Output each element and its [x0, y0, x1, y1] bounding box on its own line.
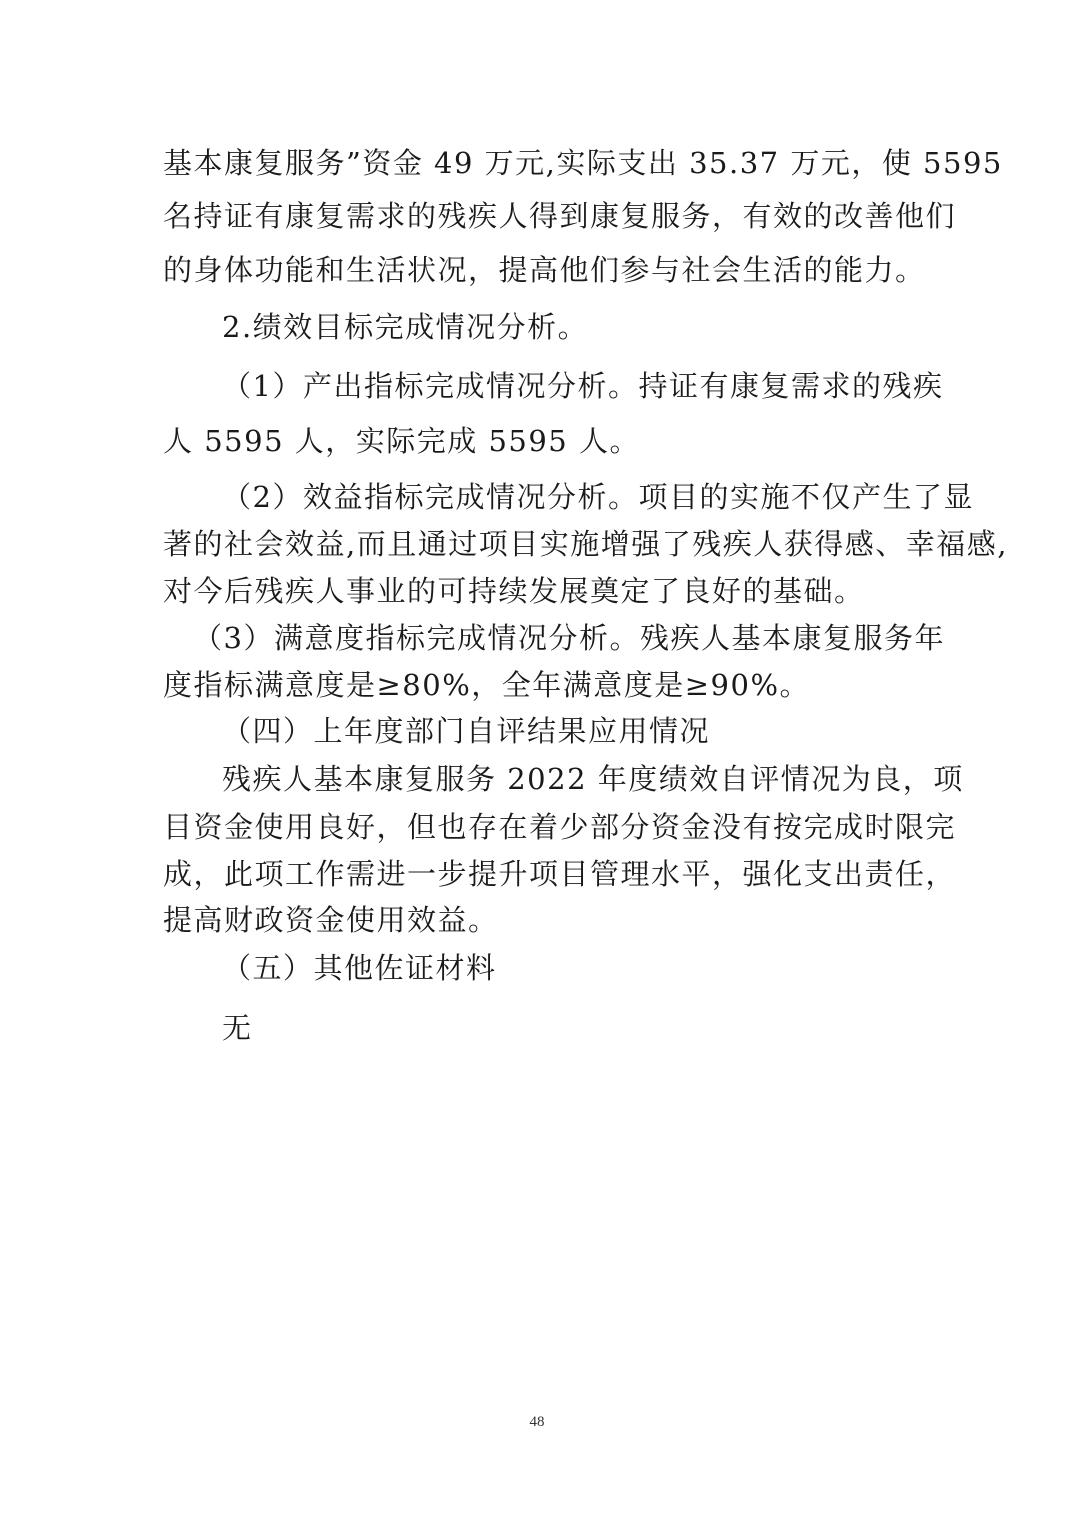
paragraph-line: 成，此项工作需进一步提升项目管理水平，强化支出责任，	[163, 857, 957, 891]
section-heading: 2.绩效目标完成情况分析。	[222, 310, 589, 344]
paragraph-line: 无	[222, 1011, 253, 1045]
page-number: 48	[529, 1414, 545, 1430]
paragraph-line: 对今后残疾人事业的可持续发展奠定了良好的基础。	[163, 574, 865, 608]
paragraph-line: 人 5595 人，实际完成 5595 人。	[163, 424, 640, 458]
paragraph-line: 名持证有康复需求的残疾人得到康复服务，有效的改善他们	[163, 199, 957, 233]
paragraph-line: 目资金使用良好，但也存在着少部分资金没有按完成时限完	[163, 810, 957, 844]
paragraph-line: （2）效益指标完成情况分析。项目的实施不仅产生了显	[222, 480, 974, 514]
paragraph-line: 的身体功能和生活状况，提高他们参与社会生活的能力。	[163, 253, 926, 287]
paragraph-line: （1）产出指标完成情况分析。持证有康复需求的残疾	[222, 369, 944, 403]
paragraph-line: 著的社会效益,而且通过项目实施增强了残疾人获得感、幸福感,	[163, 527, 1008, 561]
paragraph-line: 度指标满意度是≥80%，全年满意度是≥90%。	[163, 668, 811, 702]
section-heading: （五）其他佐证材料	[222, 951, 497, 985]
paragraph-line: 提高财政资金使用效益。	[163, 903, 499, 937]
paragraph-line: （3）满意度指标完成情况分析。残疾人基本康复服务年	[193, 621, 945, 655]
paragraph-line: 残疾人基本康复服务 2022 年度绩效自评情况为良，项	[222, 762, 964, 796]
paragraph-line: 基本康复服务”资金 49 万元,实际支出 35.37 万元，使 5595	[163, 146, 1003, 180]
section-heading: （四）上年度部门自评结果应用情况	[222, 714, 711, 748]
